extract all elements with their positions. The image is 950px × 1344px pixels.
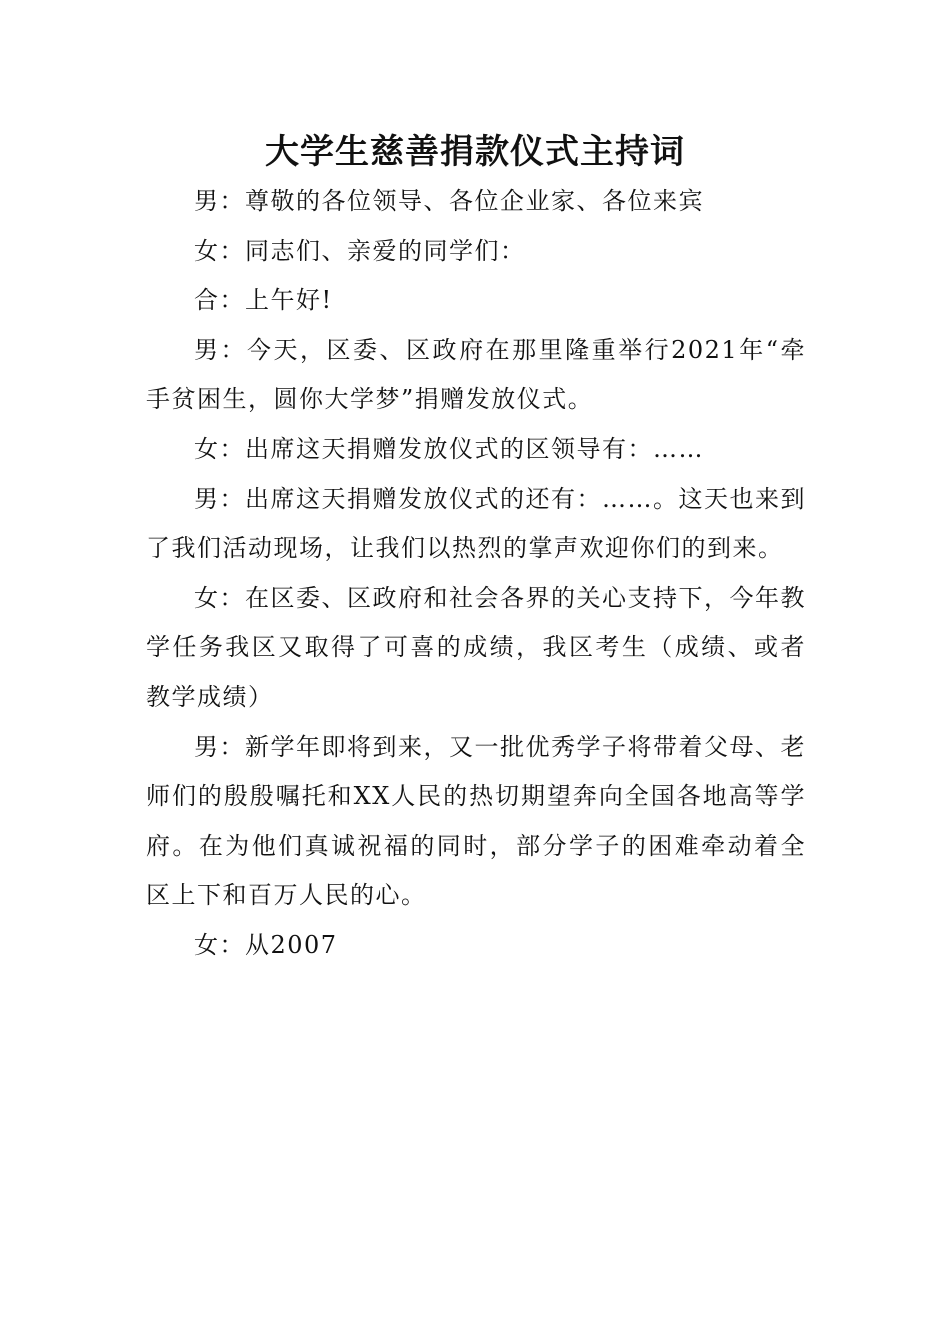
paragraph: 女：从2007 xyxy=(194,930,338,959)
paragraph: 男：今天，区委、区政府在那里隆重举行2021年“牵手贫困生，圆你大学梦”捐赠发放仪式。 xyxy=(146,335,806,414)
paragraph: 女：同志们、亲爱的同学们： xyxy=(194,236,526,265)
paragraph: 合：上午好! xyxy=(194,286,333,315)
paragraph: 男：出席这天捐赠发放仪式的还有：……。这天也来到了我们活动现场，让我们以热烈的掌声欢迎你们的到来。 xyxy=(146,484,806,563)
paragraph: 男：新学年即将到来，又一批优秀学子将带着父母、老师们的殷殷嘱托和XX人民的热切期望奔向全国各地高等学府。在为他们真诚祝福的同时，部分学子的困难牵动着全区上下和百万人民的心。 xyxy=(146,732,806,910)
document-title: 大学生慈善捐款仪式主持词 xyxy=(265,132,685,172)
paragraph: 男：尊敬的各位领导、各位企业家、各位来宾 xyxy=(194,187,704,215)
paragraph: 女：出席这天捐赠发放仪式的区领导有：…… xyxy=(194,434,704,463)
paragraph: 女：在区委、区政府和社会各界的关心支持下，今年教学任务我区又取得了可喜的成绩，我区考生（成绩、或者教学成绩） xyxy=(146,583,806,711)
document-body xyxy=(146,177,806,971)
